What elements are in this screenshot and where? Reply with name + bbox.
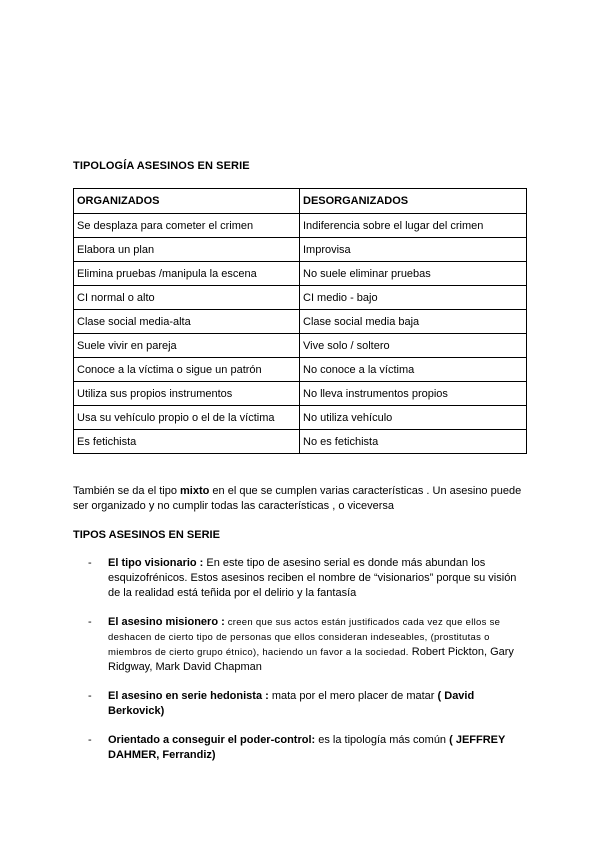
list-item <box>88 556 528 601</box>
table-cell: Se desplaza para cometer el crimen <box>74 214 300 238</box>
type-name: El asesino en serie hedonista : <box>108 690 269 702</box>
table-cell: CI medio - bajo <box>300 286 527 310</box>
table-row <box>74 262 527 286</box>
table-cell: CI normal o alto <box>74 286 300 310</box>
bullet-dash: - <box>88 557 92 569</box>
type-examples: Robert Pickton, Gary Ridgway, Mark David Chapman <box>108 646 514 673</box>
table-row <box>74 430 527 454</box>
table-cell: Clase social media-alta <box>74 310 300 334</box>
bullet-dash: - <box>88 690 92 702</box>
column-header-organizados: ORGANIZADOS <box>74 189 300 214</box>
type-description: En este tipo de asesino serial es donde más abundan los esquizofrénicos. Estos asesinos reciben el nombre de “visionarios” porque su visión de la realidad está teñida por el delirio y la fantasía <box>108 557 517 599</box>
list-item <box>88 689 528 719</box>
table-cell: No lleva instrumentos propios <box>300 382 527 406</box>
list-item <box>88 615 528 675</box>
paragraph-bold-term: mixto <box>180 485 210 497</box>
type-name: El tipo visionario : <box>108 557 204 569</box>
table-cell: Indiferencia sobre el lugar del crimen <box>300 214 527 238</box>
type-description: es la tipología más común <box>315 734 450 746</box>
list-item <box>88 733 528 763</box>
paragraph-text: También se da el tipo <box>73 485 181 497</box>
column-header-desorganizados: DESORGANIZADOS <box>300 189 527 214</box>
table-cell: No conoce a la víctima <box>300 358 527 382</box>
table-cell: Vive solo / soltero <box>300 334 527 358</box>
table-cell: Elabora un plan <box>74 238 300 262</box>
table-row <box>74 238 527 262</box>
table-cell: Clase social media baja <box>300 310 527 334</box>
table-row <box>74 334 527 358</box>
bullet-dash: - <box>88 616 92 628</box>
table-row <box>74 382 527 406</box>
bullet-dash: - <box>88 734 92 746</box>
table-header-row <box>74 189 527 214</box>
table-cell: Usa su vehículo propio o el de la víctima <box>74 406 300 430</box>
types-list <box>88 556 528 777</box>
table-cell: No suele eliminar pruebas <box>300 262 527 286</box>
table-cell: No utiliza vehículo <box>300 406 527 430</box>
table-cell: No es fetichista <box>300 430 527 454</box>
mixed-type-paragraph <box>73 484 533 514</box>
type-name: El asesino misionero : <box>108 616 225 628</box>
type-examples: ( JEFFREY DAHMER, Ferrandiz) <box>108 734 506 761</box>
table-cell: Es fetichista <box>74 430 300 454</box>
typology-table <box>73 188 527 454</box>
page-title: TIPOLOGÍA ASESINOS EN SERIE <box>73 160 250 172</box>
paragraph-text: en el que se cumplen varias características . Un asesino puede ser organizado y no cumplir todas las características , o viceversa <box>73 485 522 512</box>
type-description: mata por el mero placer de matar <box>268 690 438 702</box>
table-row <box>74 214 527 238</box>
table-row <box>74 286 527 310</box>
table-row <box>74 358 527 382</box>
table-cell: Utiliza sus propios instrumentos <box>74 382 300 406</box>
table-cell: Conoce a la víctima o sigue un patrón <box>74 358 300 382</box>
section-title: TIPOS ASESINOS EN SERIE <box>73 529 220 541</box>
table-row <box>74 310 527 334</box>
table-cell: Improvisa <box>300 238 527 262</box>
table-row <box>74 406 527 430</box>
table-cell: Suele vivir en pareja <box>74 334 300 358</box>
type-examples: ( David Berkovick) <box>108 690 475 717</box>
table-cell: Elimina pruebas /manipula la escena <box>74 262 300 286</box>
type-description: creen que sus actos están justificados cada vez que ellos se deshacen de cierto tipo de personas que ellos consideran indeseables, (prostitutas o miembros de cierto grupo étnico), haciendo un favor a la sociedad. <box>108 617 501 658</box>
type-name: Orientado a conseguir el poder-control: <box>108 734 316 746</box>
